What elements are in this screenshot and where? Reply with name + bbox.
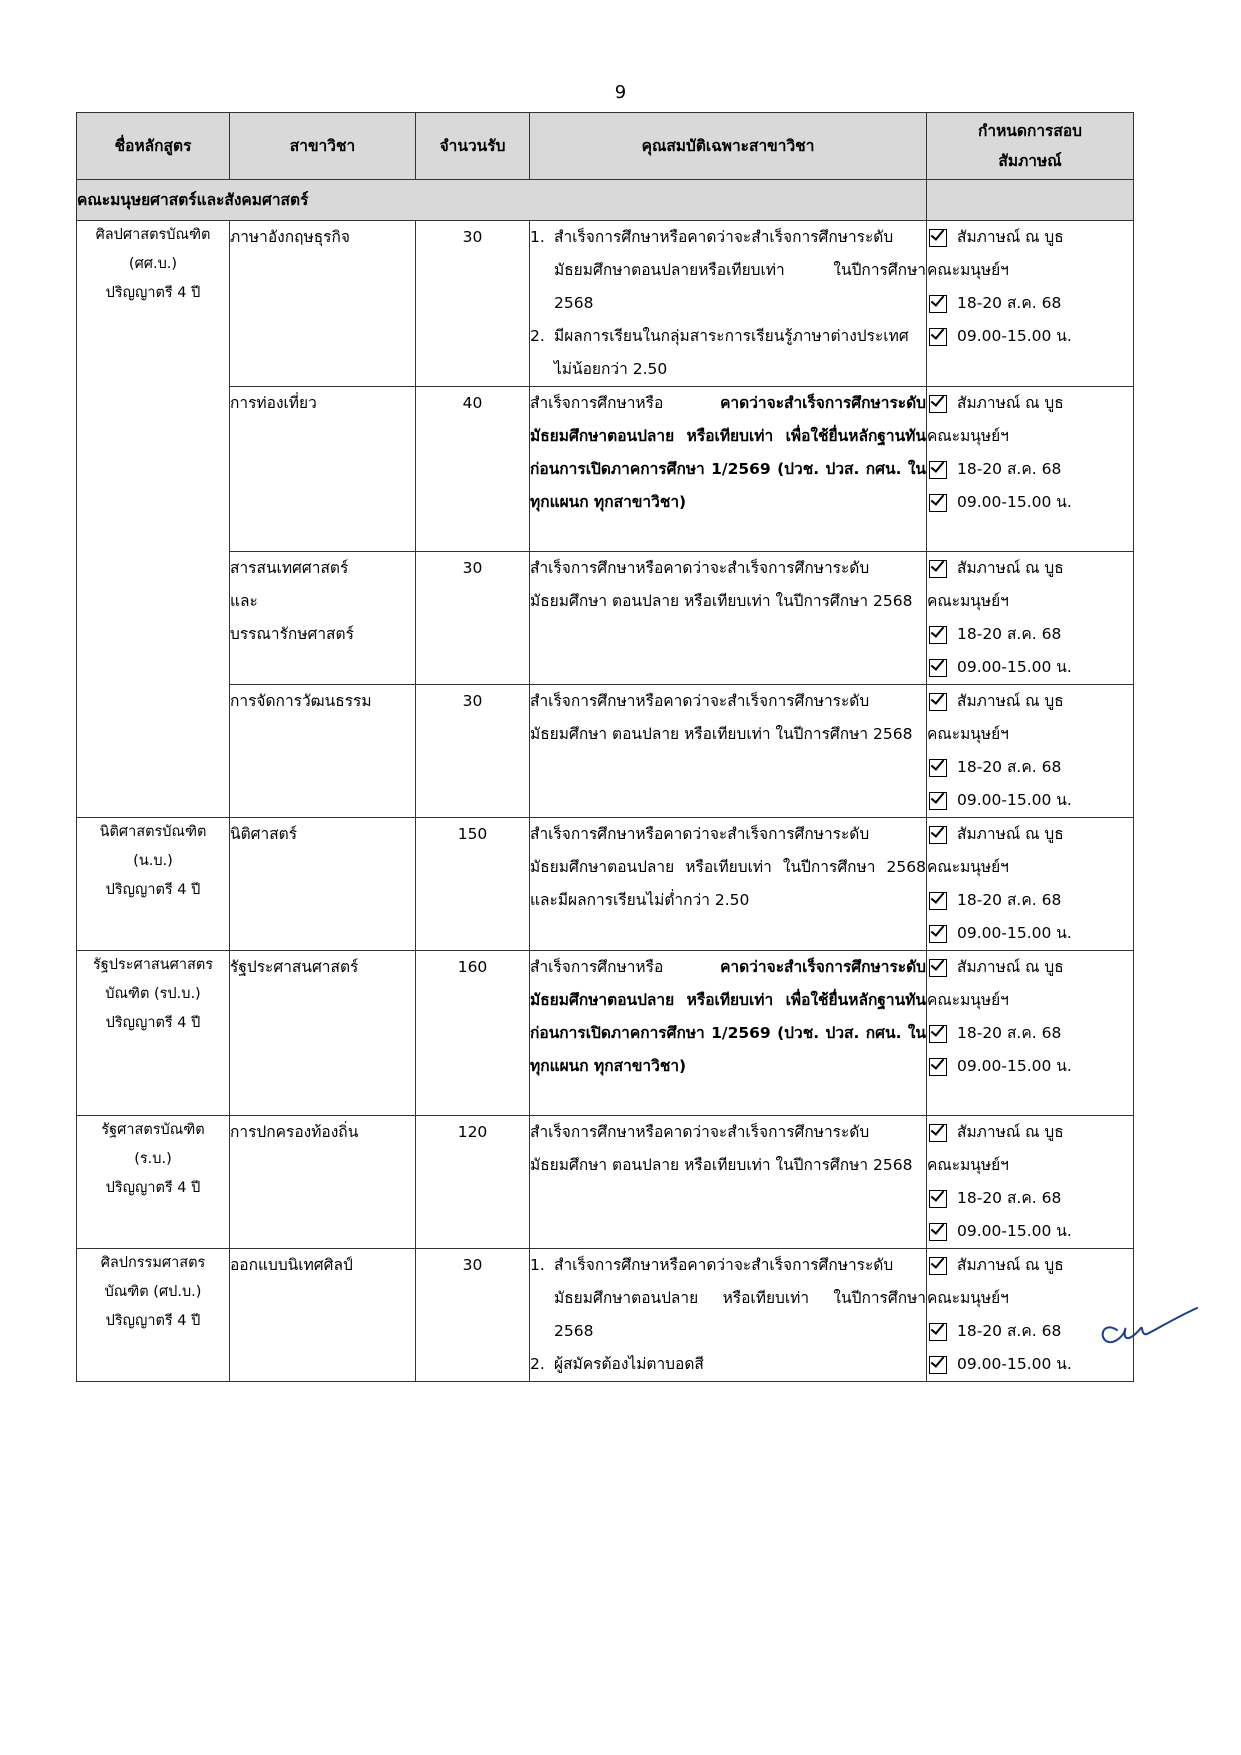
schedule-text: สัมภาษณ์ ณ บูธ: [957, 228, 1064, 246]
qualification-text-bold: คาดว่าจะสำเร็จการศึกษาระดับมัธยมศึกษาตอนปลาย หรือเทียบเท่า เพื่อใช้ยื่นหลักฐานทันก่อนการเปิดภาคการศึกษา 1/2569 (ปวช. ปวส. กศน. ในทุกแผนก ทุกสาขาวิชา): [530, 958, 926, 1075]
schedule-line: [927, 685, 1133, 718]
major-name: [230, 818, 416, 951]
seats-value: 30: [416, 685, 530, 818]
schedule-text: 18-20 ส.ค. 68: [957, 625, 1062, 643]
schedule-text: สัมภาษณ์ ณ บูธ: [957, 559, 1064, 577]
schedule-text: คณะมนุษย์ฯ: [927, 427, 1009, 445]
schedule-text: คณะมนุษย์ฯ: [927, 858, 1009, 876]
checked-box-icon: [929, 229, 947, 247]
major-name: [230, 1249, 416, 1382]
checked-box-icon: [929, 659, 947, 677]
interview-schedule: [927, 951, 1134, 1116]
qualification-item: [530, 320, 926, 386]
checked-box-icon: [929, 959, 947, 977]
checked-box-icon: [929, 1257, 947, 1275]
program-row: [77, 221, 1134, 387]
schedule-text: 09.00-15.00 น.: [957, 327, 1072, 345]
schedule-line: [927, 1116, 1133, 1149]
qualification-item-number: 2.: [530, 1355, 545, 1373]
checked-box-icon: [929, 626, 947, 644]
schedule-text: สัมภาษณ์ ณ บูธ: [957, 958, 1064, 976]
schedule-text: 18-20 ส.ค. 68: [957, 1189, 1062, 1207]
schedule-text: 18-20 ส.ค. 68: [957, 294, 1062, 312]
qualification-text: สำเร็จการศึกษาหรือ: [530, 394, 721, 412]
schedule-line: [927, 984, 1133, 1017]
schedule-text: 09.00-15.00 น.: [957, 1355, 1072, 1373]
major-name-line: บรรณารักษศาสตร์: [230, 625, 354, 643]
schedule-text: คณะมนุษย์ฯ: [927, 1156, 1009, 1174]
schedule-line: [927, 651, 1133, 684]
schedule-line: [927, 1149, 1133, 1182]
interview-schedule: [927, 387, 1134, 552]
qualification-text: สำเร็จการศึกษาหรือคาดว่าจะสำเร็จการศึกษาระดับมัธยมศึกษาตอนปลาย หรือเทียบเท่า ในปีการศึกษา 2568 และมีผลการเรียนไม่ต่ำกว่า 2.50: [530, 825, 926, 909]
faculty-row: [77, 180, 1134, 221]
schedule-text: 09.00-15.00 น.: [957, 1222, 1072, 1240]
qualification-item: [530, 1348, 926, 1381]
schedule-line: [927, 618, 1133, 651]
schedule-line: [927, 1017, 1133, 1050]
schedule-line: [927, 486, 1133, 519]
checked-box-icon: [929, 1356, 947, 1374]
program-name-line: บัณฑิต (ศป.บ.): [104, 1284, 202, 1300]
schedule-text: สัมภาษณ์ ณ บูธ: [957, 825, 1064, 843]
schedule-line: [927, 718, 1133, 751]
program-name-line: (น.บ.): [133, 853, 173, 869]
schedule-text: 09.00-15.00 น.: [957, 924, 1072, 942]
qualification-text: สำเร็จการศึกษาหรือคาดว่าจะสำเร็จการศึกษาระดับมัธยมศึกษา ตอนปลาย หรือเทียบเท่า ในปีการศึกษา 2568: [530, 1123, 913, 1174]
program-row: [77, 951, 1134, 1116]
checked-box-icon: [929, 560, 947, 578]
schedule-text: 09.00-15.00 น.: [957, 493, 1072, 511]
header-schedule-line1: กำหนดการสอบ: [978, 122, 1082, 140]
header-schedule-line2: สัมภาษณ์: [998, 152, 1062, 170]
header-major: สาขาวิชา: [230, 113, 416, 180]
program-name-line: ศิลปศาสตรบัณฑิต: [95, 227, 211, 243]
program-name-line: ปริญญาตรี 4 ปี: [105, 1313, 201, 1329]
schedule-line: [927, 552, 1133, 585]
program-name-line: นิติศาสตรบัณฑิต: [99, 824, 207, 840]
checked-box-icon: [929, 461, 947, 479]
schedule-line: [927, 784, 1133, 817]
program-row: [77, 818, 1134, 951]
program-name-line: ปริญญาตรี 4 ปี: [105, 1180, 201, 1196]
program-name: [77, 1116, 230, 1249]
header-program: ชื่อหลักสูตร: [77, 113, 230, 180]
major-name: [230, 552, 416, 685]
interview-schedule: [927, 221, 1134, 387]
qualification: [530, 685, 927, 818]
checked-box-icon: [929, 826, 947, 844]
schedule-line: [927, 751, 1133, 784]
program-name: [77, 951, 230, 1116]
program-row: [77, 1249, 1134, 1382]
program-row: [77, 387, 1134, 552]
seats-value: 150: [416, 818, 530, 951]
schedule-line: [927, 420, 1133, 453]
qualification-item-text: สำเร็จการศึกษาหรือคาดว่าจะสำเร็จการศึกษาระดับมัธยมศึกษาตอนปลาย หรือเทียบเท่า ในปีการศึกษา 2568: [554, 1256, 926, 1340]
checked-box-icon: [929, 1025, 947, 1043]
program-row: [77, 685, 1134, 818]
schedule-line: [927, 453, 1133, 486]
qualification: [530, 951, 927, 1116]
schedule-text: คณะมนุษย์ฯ: [927, 592, 1009, 610]
qualification-text-bold: คาดว่าจะสำเร็จการศึกษาระดับมัธยมศึกษาตอนปลาย หรือเทียบเท่า เพื่อใช้ยื่นหลักฐานทันก่อนการเปิดภาคการศึกษา 1/2569 (ปวช. ปวส. กศน. ในทุกแผนก ทุกสาขาวิชา): [530, 394, 926, 511]
schedule-text: สัมภาษณ์ ณ บูธ: [957, 1123, 1064, 1141]
qualification: [530, 1116, 927, 1249]
program-row: [77, 552, 1134, 685]
schedule-text: 09.00-15.00 น.: [957, 1057, 1072, 1075]
major-name-line: การท่องเที่ยว: [230, 394, 317, 412]
qualification: [530, 552, 927, 685]
schedule-text: คณะมนุษย์ฯ: [927, 991, 1009, 1009]
schedule-line: [927, 1348, 1133, 1381]
schedule-line: [927, 1249, 1133, 1282]
seats-value: 30: [416, 552, 530, 685]
schedule-text: 18-20 ส.ค. 68: [957, 891, 1062, 909]
qualification-item-number: 1.: [530, 1256, 545, 1274]
major-name-line: ออกแบบนิเทศศิลป์: [230, 1256, 353, 1274]
checked-box-icon: [929, 1190, 947, 1208]
major-name-line: ภาษาอังกฤษธุรกิจ: [230, 228, 350, 246]
major-name: [230, 685, 416, 818]
schedule-text: 18-20 ส.ค. 68: [957, 1024, 1062, 1042]
schedule-text: 18-20 ส.ค. 68: [957, 460, 1062, 478]
qualification-item: [530, 1249, 926, 1348]
header-qualification: คุณสมบัติเฉพาะสาขาวิชา: [530, 113, 927, 180]
major-name-line: การจัดการวัฒนธรรม: [230, 692, 372, 710]
qualification-item: [530, 221, 926, 320]
program-name-line: (ร.บ.): [134, 1151, 172, 1167]
major-name: [230, 387, 416, 552]
checked-box-icon: [929, 494, 947, 512]
program-name-line: ปริญญาตรี 4 ปี: [105, 882, 201, 898]
checked-box-icon: [929, 892, 947, 910]
qualification-text: สำเร็จการศึกษาหรือ: [530, 958, 721, 976]
program-name: [77, 1249, 230, 1382]
checked-box-icon: [929, 792, 947, 810]
schedule-line: [927, 1050, 1133, 1083]
interview-schedule: [927, 685, 1134, 818]
program-name-line: (ศศ.บ.): [128, 256, 178, 272]
schedule-line: [927, 951, 1133, 984]
admission-table: [76, 112, 1134, 1382]
schedule-line: [927, 818, 1133, 851]
program-name: [77, 221, 230, 818]
major-name: [230, 1116, 416, 1249]
schedule-text: คณะมนุษย์ฯ: [927, 725, 1009, 743]
seats-value: 30: [416, 1249, 530, 1382]
qualification-text: สำเร็จการศึกษาหรือคาดว่าจะสำเร็จการศึกษาระดับมัธยมศึกษา ตอนปลาย หรือเทียบเท่า ในปีการศึกษา 2568: [530, 559, 913, 610]
faculty-name: คณะมนุษยศาสตร์และสังคมศาสตร์: [77, 180, 927, 221]
seats-value: 40: [416, 387, 530, 552]
major-name-line: การปกครองท้องถิ่น: [230, 1123, 359, 1141]
seats-value: 30: [416, 221, 530, 387]
schedule-line: [927, 320, 1133, 353]
major-name-line: สารสนเทศศาสตร์: [230, 559, 349, 577]
schedule-line: [927, 287, 1133, 320]
qualification: [530, 1249, 927, 1382]
header-seats: จำนวนรับ: [416, 113, 530, 180]
checked-box-icon: [929, 693, 947, 711]
major-name: [230, 951, 416, 1116]
program-name-line: รัฐประศาสนศาสตร: [92, 957, 214, 973]
major-name: [230, 221, 416, 387]
schedule-line: [927, 585, 1133, 618]
qualification: [530, 818, 927, 951]
qualification-item-number: 2.: [530, 327, 545, 345]
schedule-line: [927, 1215, 1133, 1248]
qualification: [530, 221, 927, 387]
program-name-line: ศิลปกรรมศาสตร: [100, 1255, 206, 1271]
program-name-line: ปริญญาตรี 4 ปี: [105, 1015, 201, 1031]
checked-box-icon: [929, 1323, 947, 1341]
qualification-item-number: 1.: [530, 228, 545, 246]
checked-box-icon: [929, 328, 947, 346]
faculty-schedule-blank: [927, 180, 1134, 221]
qualification-text: สำเร็จการศึกษาหรือคาดว่าจะสำเร็จการศึกษาระดับมัธยมศึกษา ตอนปลาย หรือเทียบเท่า ในปีการศึกษา 2568: [530, 692, 913, 743]
qualification-item-text: ผู้สมัครต้องไม่ตาบอดสี: [554, 1355, 704, 1373]
header-row: [77, 113, 1134, 180]
schedule-line: [927, 884, 1133, 917]
qualification-item-text: สำเร็จการศึกษาหรือคาดว่าจะสำเร็จการศึกษาระดับมัธยมศึกษาตอนปลายหรือเทียบเท่า ในปีการศึกษา 2568: [554, 228, 926, 312]
schedule-line: [927, 387, 1133, 420]
page-number: 9: [614, 82, 627, 103]
schedule-text: 09.00-15.00 น.: [957, 658, 1072, 676]
schedule-line: [927, 917, 1133, 950]
program-row: [77, 1116, 1134, 1249]
schedule-text: 09.00-15.00 น.: [957, 791, 1072, 809]
interview-schedule: [927, 1116, 1134, 1249]
major-name-line: และ: [230, 592, 258, 610]
schedule-line: [927, 1182, 1133, 1215]
signature: [1095, 1300, 1210, 1350]
schedule-text: 18-20 ส.ค. 68: [957, 758, 1062, 776]
schedule-text: สัมภาษณ์ ณ บูธ: [957, 692, 1064, 710]
seats-value: 120: [416, 1116, 530, 1249]
schedule-line: [927, 221, 1133, 254]
checked-box-icon: [929, 1058, 947, 1076]
interview-schedule: [927, 552, 1134, 685]
checked-box-icon: [929, 759, 947, 777]
qualification-item-text: มีผลการเรียนในกลุ่มสาระการเรียนรู้ภาษาต่างประเทศไม่น้อยกว่า 2.50: [554, 327, 909, 378]
interview-schedule: [927, 818, 1134, 951]
major-name-line: นิติศาสตร์: [230, 825, 298, 843]
schedule-text: คณะมนุษย์ฯ: [927, 1289, 1009, 1307]
schedule-line: [927, 254, 1133, 287]
seats-value: 160: [416, 951, 530, 1116]
program-name: [77, 818, 230, 951]
qualification: [530, 387, 927, 552]
program-name-line: รัฐศาสตรบัณฑิต: [101, 1122, 205, 1138]
checked-box-icon: [929, 295, 947, 313]
schedule-text: คณะมนุษย์ฯ: [927, 261, 1009, 279]
checked-box-icon: [929, 925, 947, 943]
schedule-text: สัมภาษณ์ ณ บูธ: [957, 1256, 1064, 1274]
schedule-line: [927, 851, 1133, 884]
checked-box-icon: [929, 1124, 947, 1142]
program-name-line: บัณฑิต (รป.บ.): [105, 986, 201, 1002]
program-name-line: ปริญญาตรี 4 ปี: [105, 285, 201, 301]
schedule-text: สัมภาษณ์ ณ บูธ: [957, 394, 1064, 412]
schedule-text: 18-20 ส.ค. 68: [957, 1322, 1062, 1340]
checked-box-icon: [929, 1223, 947, 1241]
header-schedule: [927, 113, 1134, 180]
checked-box-icon: [929, 395, 947, 413]
major-name-line: รัฐประศาสนศาสตร์: [230, 958, 359, 976]
